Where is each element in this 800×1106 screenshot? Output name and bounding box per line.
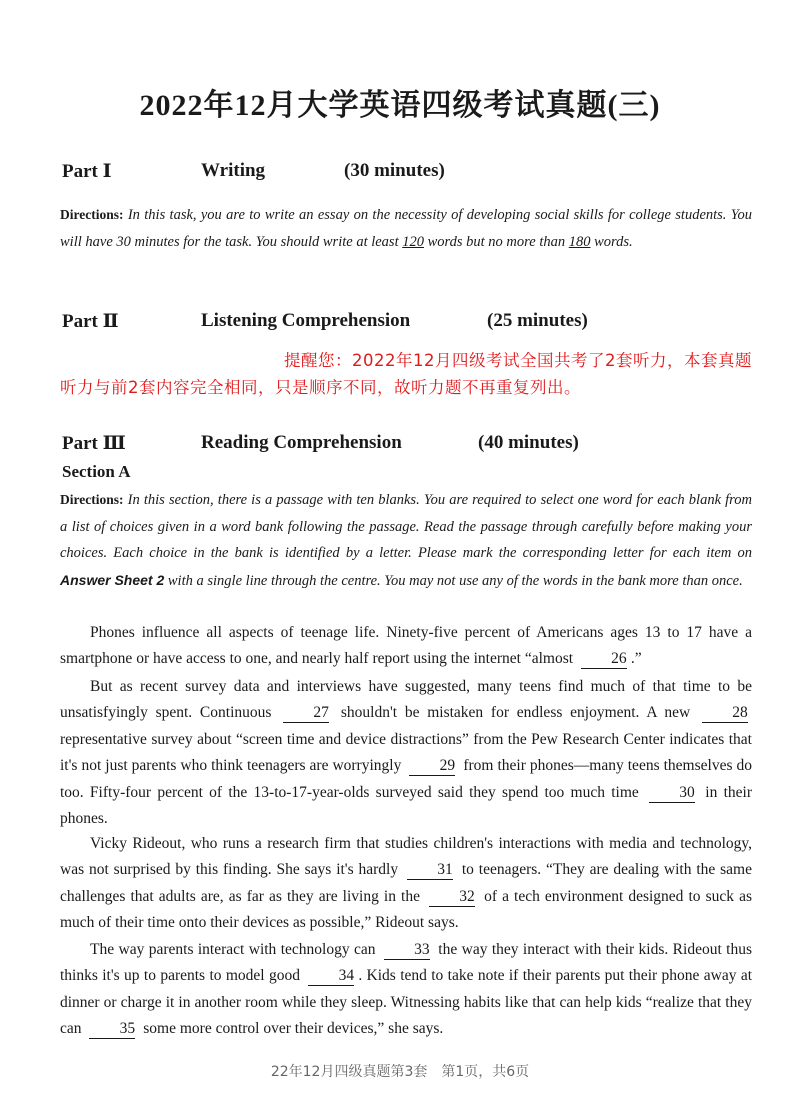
blank-34: 34	[308, 967, 354, 986]
blank-31: 31	[407, 861, 453, 880]
passage-paragraph-3: Vicky Rideout, who runs a research firm that studies children's interactions with media and technology, was not surprised by this finding. She says it's hardly 31 to teenagers. “They are dealing with the same challenges that adults are, as far as they are living in the 32 of a tech environment designed to suck as much of their time onto their devices as possible,” Rideout says.	[60, 835, 752, 932]
page-title: 2022年12月大学英语四级考试真题(三)	[139, 89, 661, 122]
part1-directions-label: Directions:	[60, 207, 124, 222]
part2-name: Listening Comprehension	[201, 310, 411, 331]
section-a-heading: Section A	[62, 462, 131, 481]
part3-label: Part Ⅲ	[62, 433, 126, 454]
part2-time: (25 minutes)	[487, 310, 588, 331]
notice-line-2: 听力与前2套内容完全相同，只是顺序不同，故听力题不再重复列出。	[60, 378, 581, 397]
notice-line-1: 提醒您：2022年12月四级考试全国共考了2套听力，本套真题	[284, 351, 752, 370]
blank-29: 29	[409, 757, 455, 776]
part1-time: (30 minutes)	[344, 160, 445, 181]
listening-notice	[60, 347, 752, 401]
part1-directions: Directions: In this task, you are to write an essay on the necessity of developing social skills for college students. You will have 30 minutes for the task. You should write at least 120 words but no more than 180 words.	[60, 207, 753, 250]
part1-label: Part Ⅰ	[62, 161, 112, 182]
blank-33: 33	[384, 941, 430, 960]
passage-paragraph-1: Phones influence all aspects of teenage life. Ninety-five percent of Americans ages 13 to 17 have a smartphone or have access to one, and nearly half report using the internet “almost 26 .”	[60, 624, 752, 668]
part2-label: Part Ⅱ	[62, 311, 119, 332]
part1-name: Writing	[201, 160, 266, 181]
part3-time: (40 minutes)	[478, 432, 579, 453]
max-words: 180	[568, 233, 591, 250]
answer-sheet-ref: Answer Sheet 2	[60, 571, 165, 588]
blank-32: 32	[429, 888, 475, 907]
min-words: 120	[402, 233, 424, 250]
blank-26: 26	[581, 650, 627, 669]
part3-directions: Directions: In this section, there is a passage with ten blanks. You are required to select one word for each blank from a list of choices given in a word bank following the passage. Read the passage through carefully before making your choices. Each choice in the bank is identified by a letter. Please mark the corresponding letter for each item on Answer Sheet 2 with a single line through the centre. You may not use any of the words in the bank more than once.	[60, 492, 752, 589]
part3-name: Reading Comprehension	[201, 432, 402, 453]
passage-paragraph-4: The way parents interact with technology can 33 the way they interact with their kids. Rideout thus thinks it's up to parents to model good 34 . Kids tend to take note if their parents put their phone away at dinner or charge it in another room while they sleep. Witnessing habits like that can help kids “realize that they can 35 some more control over their devices,” she says.	[60, 941, 753, 1038]
blank-35: 35	[89, 1020, 135, 1039]
part3-directions-label: Directions:	[60, 492, 124, 507]
blank-28: 28	[702, 704, 748, 723]
passage-paragraph-2: But as recent survey data and interviews have suggested, many teens find much of that time to be unsatisfyingly spent. Continuous 27 shouldn't be mistaken for endless enjoyment. A new 28 representative survey about “screen time and device distractions” from the Pew Research Center indicates that it's not just parents who think teenagers are worryingly 29 from their phones—many teens themselves do too. Fifty-four percent of the 13-to-17-year-olds surveyed said they spend too much time 30 in their phones.	[60, 678, 752, 828]
page-footer: 22年12月四级真题第3套 第1页，共6页	[270, 1064, 530, 1080]
blank-30: 30	[649, 784, 695, 803]
blank-27: 27	[283, 704, 329, 723]
